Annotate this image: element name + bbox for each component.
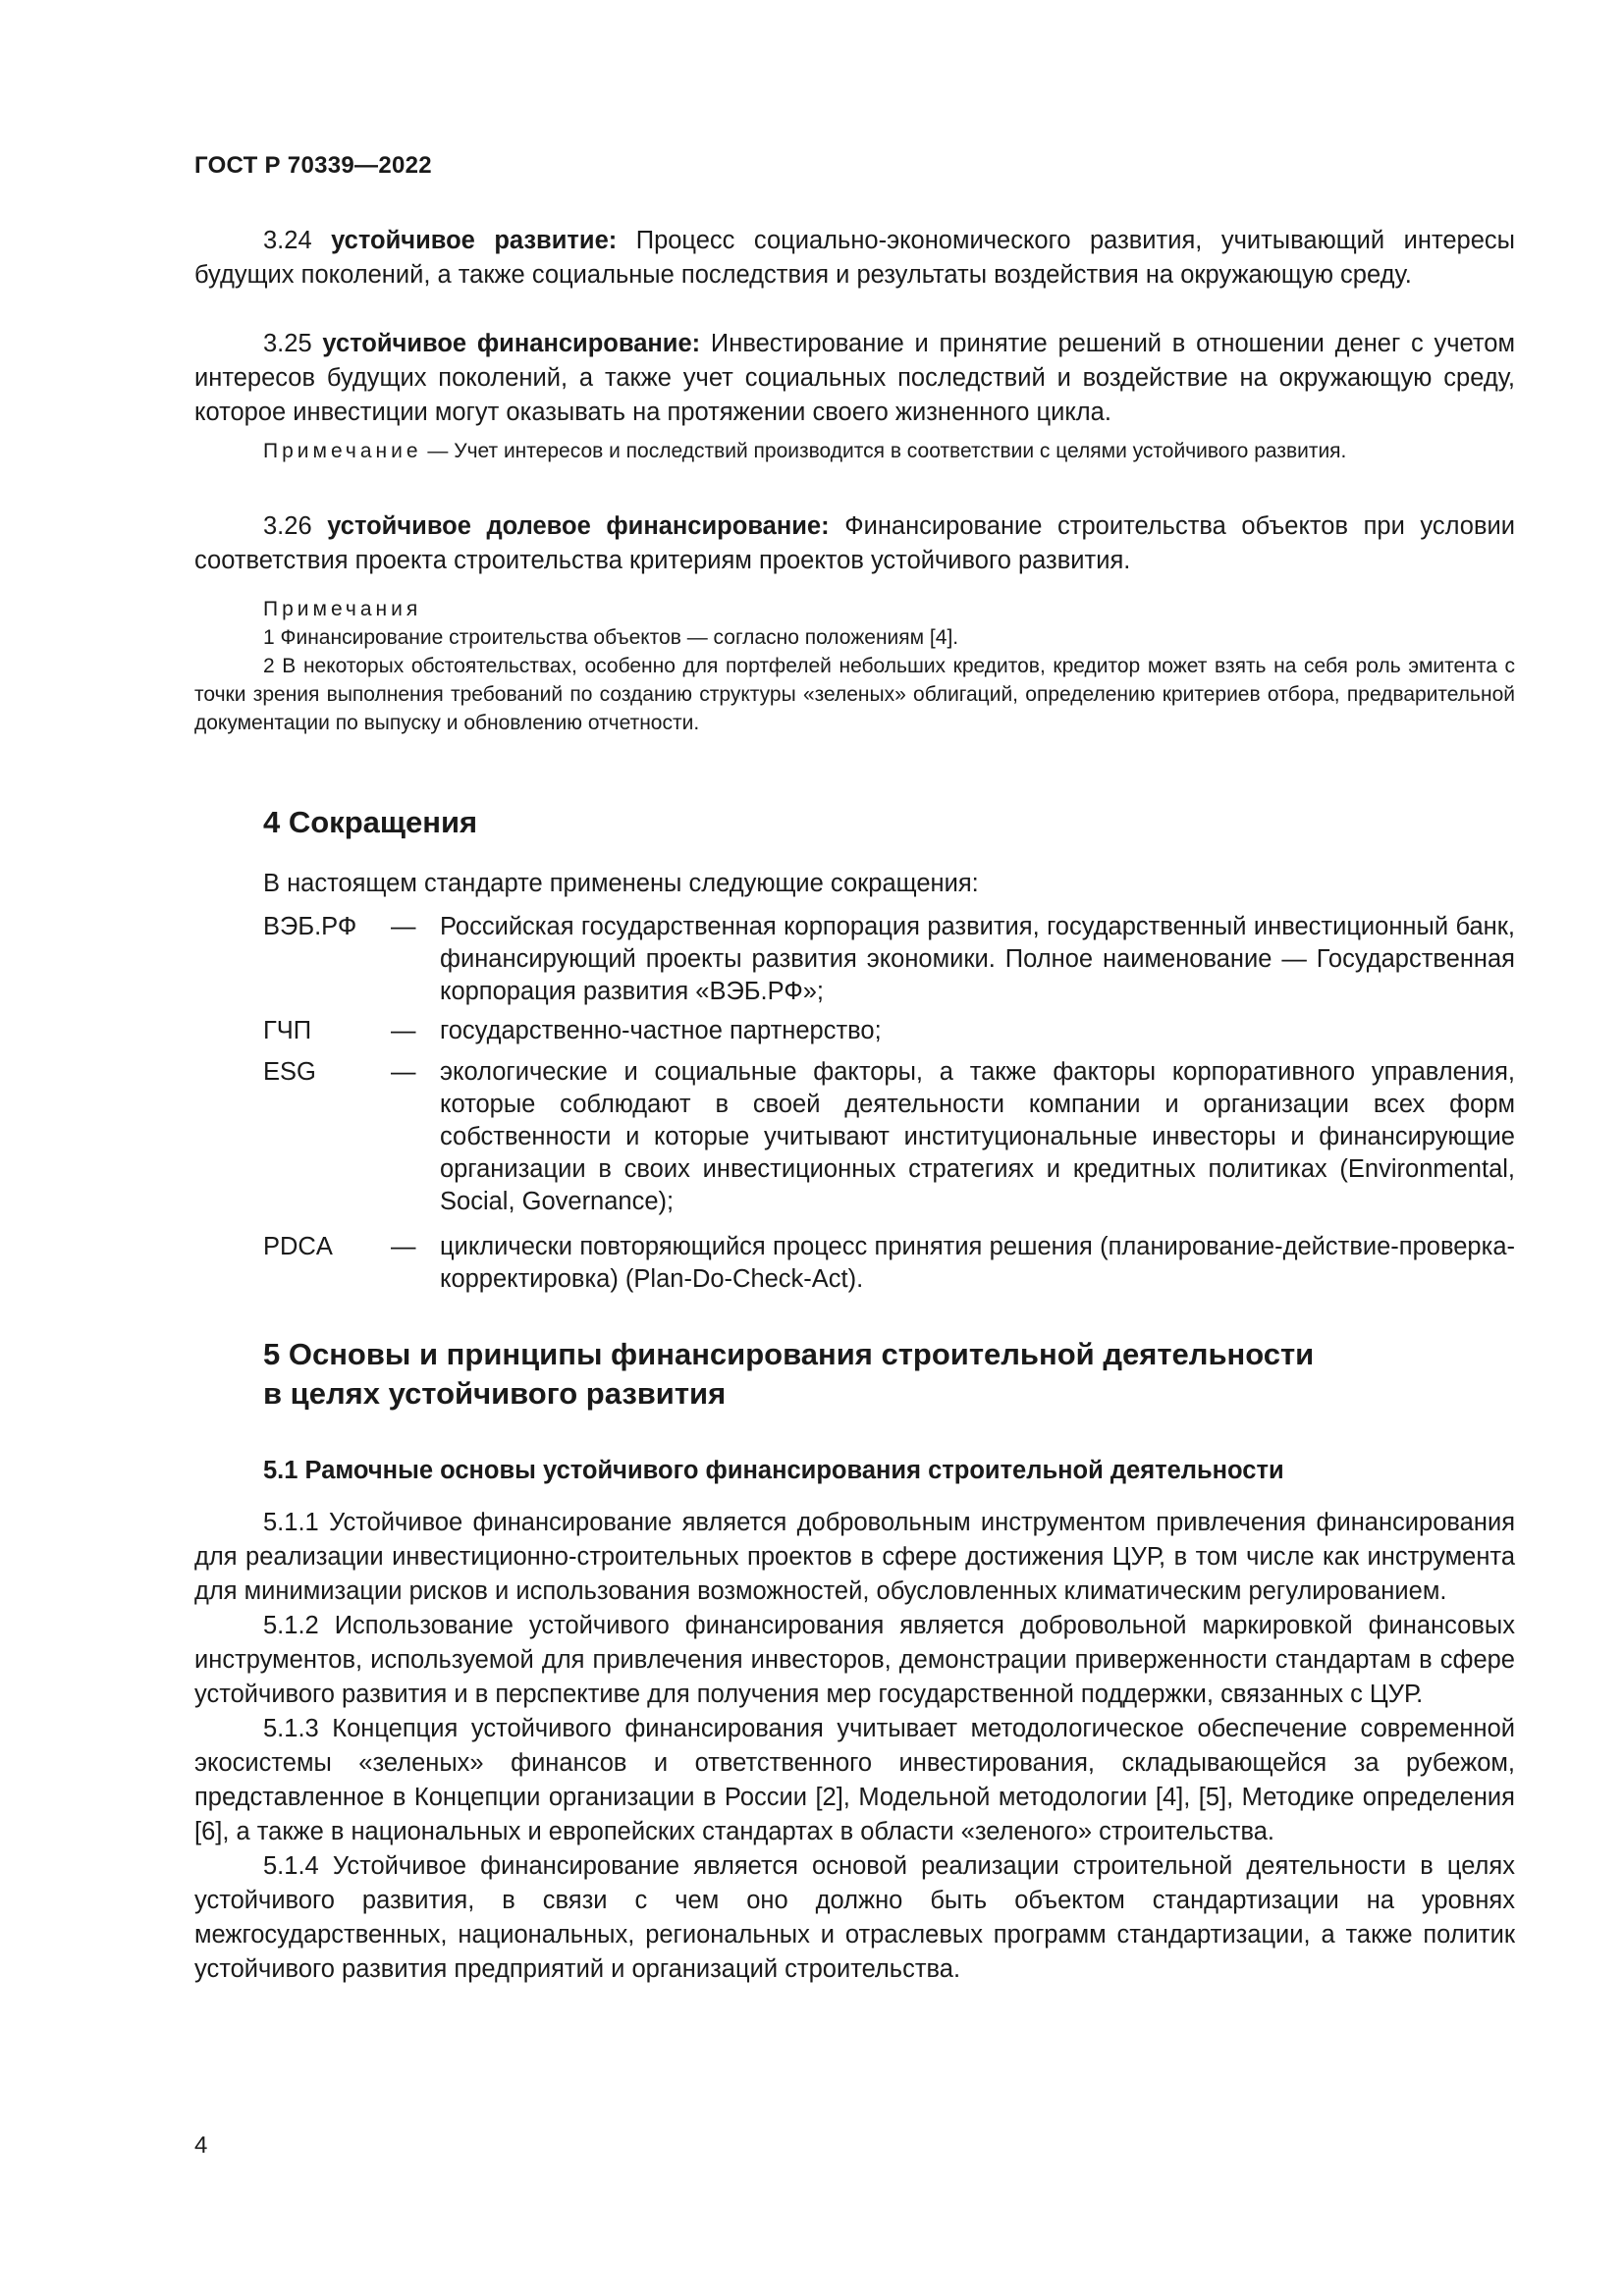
paragraph-5-1-3: 5.1.3 Концепция устойчивого финансирования учитывает методологическое обеспечение современной экосистемы «зеленых» финансов и ответственного инвестирования, складывающейся за рубежом, представленное в Концепции организации в России [2], Модельной методологии [4], [5], Методике определения [6], а также в национальных и европейских стандартах в области «зеленого» строительства. <box>194 1715 1515 1845</box>
document-header: ГОСТ Р 70339—2022 <box>194 152 432 179</box>
term: устойчивое финансирование: <box>322 330 701 357</box>
abbreviation-row <box>263 1015 1515 1047</box>
term: устойчивое долевое финансирование: <box>327 512 830 540</box>
section-5-heading <box>263 1335 1314 1414</box>
definition-text: Процесс социально-экономического развития, учитывающий интересы будущих поколений, а также социальные последствия и результаты воздействия на окружающую среду. <box>194 227 1515 289</box>
definition-3-26 <box>194 509 1515 578</box>
subsection-5-1-heading: 5.1 Рамочные основы устойчивого финансирования строительной деятельности <box>263 1457 1284 1484</box>
clause-number: 3.26 <box>263 512 312 540</box>
section-5-body <box>194 1506 1515 1987</box>
section-4-intro: В настоящем стандарте применены следующие сокращения: <box>263 870 979 897</box>
note-item-2: 2 В некоторых обстоятельствах, особенно для портфелей небольших кредитов, кредитор может взять на себя роль эмитента с точки зрения выполнения требований по созданию структуры «зеленых» облигаций, определению критериев отбора, предварительной документации по выпуску и обновлению отчетности. <box>194 655 1515 734</box>
abbreviation-dash: — <box>391 1017 416 1044</box>
notes-label: Примечания <box>263 598 422 620</box>
abbreviation-definition: экологические и социальные факторы, а также факторы корпоративного управления, которые соблюдают в своей деятельности компании и организации всех форм собственности и которые учитывают институциональные инвесторы и финансирующие организации в своих инвестиционных стратегиях и кредитных политиках (Environmental, Social, Governance); <box>440 1058 1515 1215</box>
abbreviation-dash: — <box>391 1233 416 1260</box>
definition-text: Инвестирование и принятие решений в отношении денег с учетом интересов будущих поколений, а также учет социальных последствий и воздействие на окружающую среду, которое инвестиции могут оказывать на протяжении своего жизненного цикла. <box>194 330 1515 426</box>
section-5-heading-line1: 5 Основы и принципы финансирования строительной деятельности <box>263 1337 1315 1371</box>
definition-text: Финансирование строительства объектов при условии соответствия проекта строительства критериям проектов устойчивого развития. <box>194 512 1515 574</box>
note-text: — Учет интересов и последствий производится в соответствии с целями устойчивого развития. <box>427 440 1347 462</box>
abbreviation-row <box>263 1056 1515 1218</box>
paragraph-5-1-2: 5.1.2 Использование устойчивого финансирования является добровольной маркировкой финансовых инструментов, используемой для привлечения инвесторов, демонстрации приверженности стандартам в сфере устойчивого развития и в перспективе для получения мер государственной поддержки, связанных с ЦУР. <box>194 1612 1515 1708</box>
abbreviation-dash: — <box>391 1058 416 1086</box>
note-label: Примечание <box>263 440 422 462</box>
abbreviation-definition: государственно-частное партнерство; <box>440 1017 882 1044</box>
abbreviation-term: ГЧП <box>263 1017 312 1044</box>
section-4-heading: 4 Сокращения <box>263 805 478 839</box>
clause-number: 3.24 <box>263 227 312 254</box>
section-5-heading-line2: в целях устойчивого развития <box>263 1376 727 1411</box>
abbreviation-term: ESG <box>263 1058 316 1086</box>
abbreviation-row <box>263 1231 1515 1296</box>
note-item-1: 1 Финансирование строительства объектов — согласно положениям [4]. <box>263 626 959 649</box>
abbreviation-definition: циклически повторяющийся процесс принятия решения (планирование-действие-проверка-корректировка) (Plan-Do-Check-Act). <box>440 1233 1515 1293</box>
definition-3-24 <box>194 224 1515 293</box>
note-3-25 <box>194 437 1515 465</box>
definition-3-25 <box>194 327 1515 430</box>
term: устойчивое развитие: <box>331 227 618 254</box>
abbreviation-term: PDCA <box>263 1233 333 1260</box>
abbreviation-dash: — <box>391 913 416 940</box>
abbreviation-term: ВЭБ.РФ <box>263 913 357 940</box>
notes-3-26 <box>194 595 1515 737</box>
page-number: 4 <box>194 2132 208 2159</box>
clause-number: 3.25 <box>263 330 312 357</box>
abbreviation-row <box>263 911 1515 1008</box>
abbreviation-definition: Российская государственная корпорация развития, государственный инвестиционный банк, финансирующий проекты развития экономики. Полное наименование — Государственная корпорация развития «ВЭБ.РФ»; <box>440 913 1515 1005</box>
paragraph-5-1-4: 5.1.4 Устойчивое финансирование является основой реализации строительной деятельности в целях устойчивого развития, в связи с чем оно должно быть объектом стандартизации на уровнях межгосударственных, национальных, региональных и отраслевых программ стандартизации, а также политик устойчивого развития предприятий и организаций строительства. <box>194 1852 1515 1983</box>
paragraph-5-1-1: 5.1.1 Устойчивое финансирование является добровольным инструментом привлечения финансирования для реализации инвестиционно-строительных проектов в сфере достижения ЦУР, в том числе как инструмента для минимизации рисков и использования возможностей, обусловленных климатическим регулированием. <box>194 1509 1515 1605</box>
